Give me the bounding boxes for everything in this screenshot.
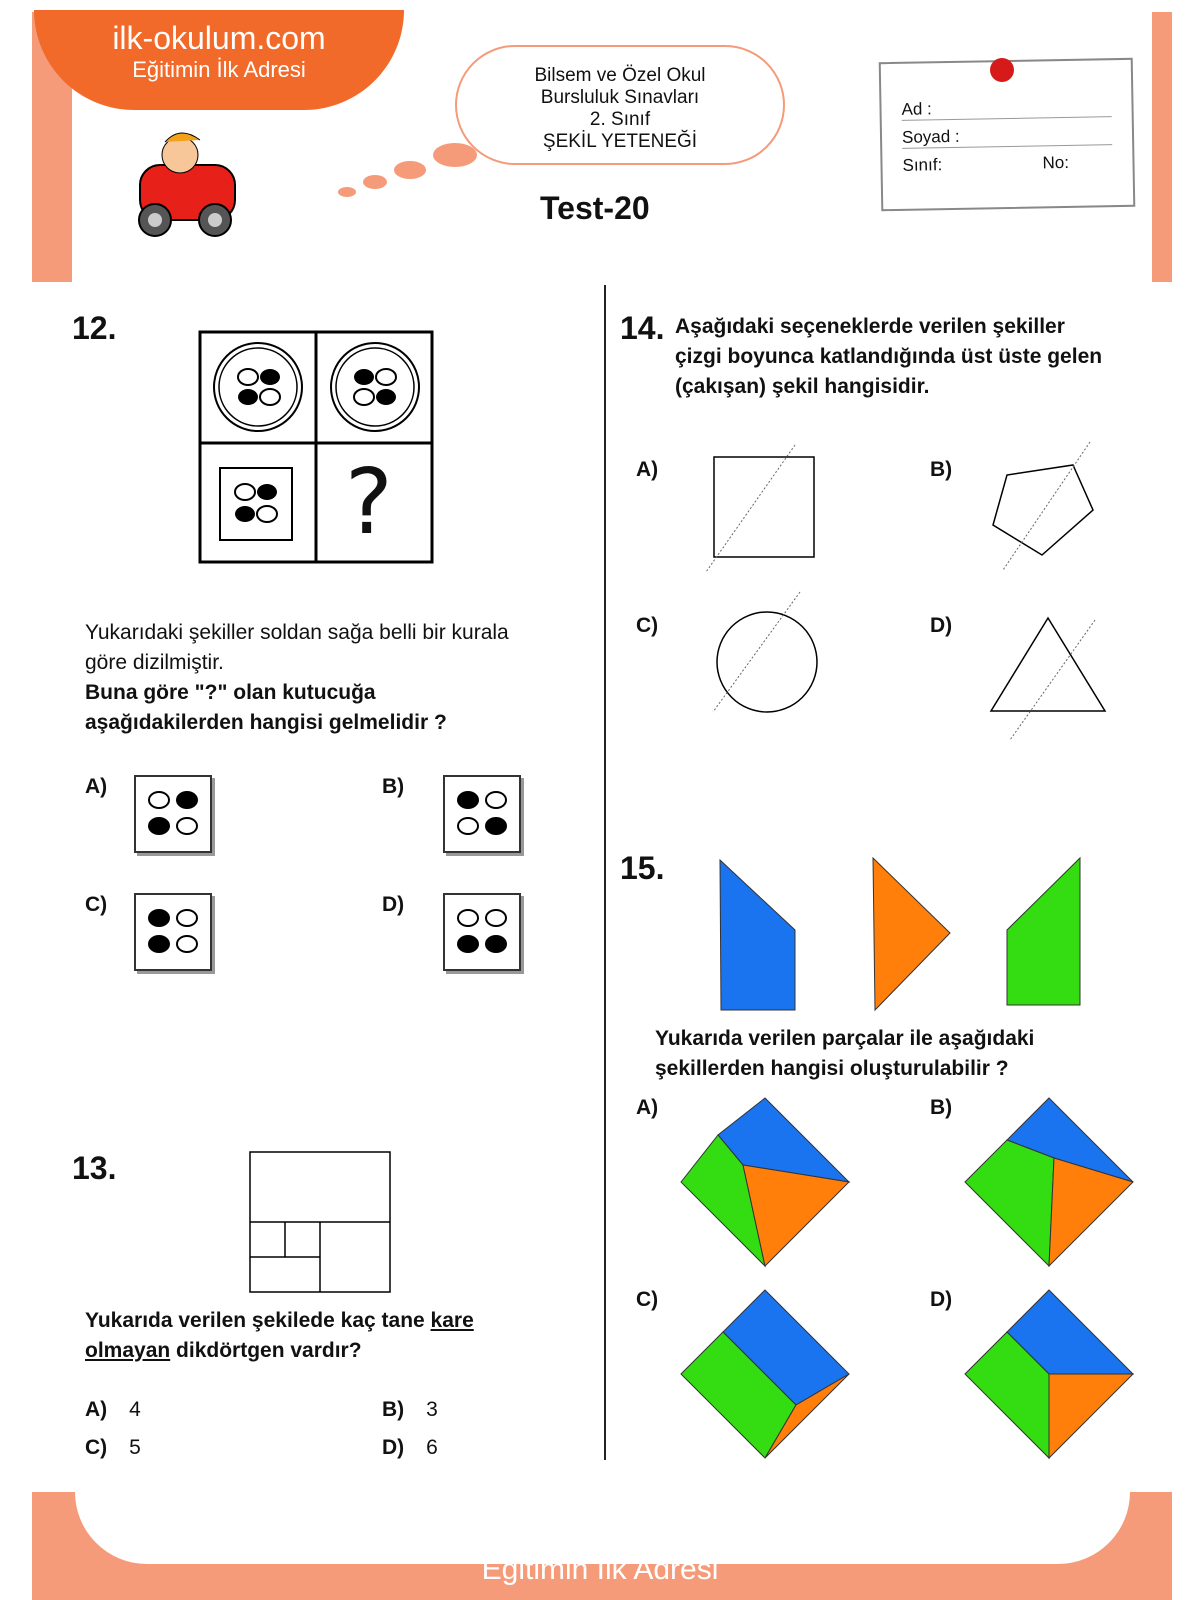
q14-text-line1: Aşağıdaki seçeneklerde verilen şekiller bbox=[675, 315, 1065, 338]
q13-text-u1: kare bbox=[430, 1309, 474, 1332]
q15-number: 15. bbox=[620, 850, 665, 886]
q14-text-line3: (çakışan) şekil hangisidir. bbox=[675, 375, 930, 398]
footer-brand[interactable] bbox=[0, 1508, 1200, 1587]
q15-option-d-figure[interactable] bbox=[962, 1287, 1137, 1462]
q13-text-u2: olmayan bbox=[85, 1339, 171, 1362]
q12-option-d[interactable] bbox=[443, 893, 521, 971]
surname-label: Soyad : bbox=[901, 126, 960, 147]
name-label: Ad : bbox=[901, 99, 932, 119]
q13-option-b[interactable] bbox=[382, 1398, 438, 1422]
q15-option-b-label[interactable]: B) bbox=[930, 1096, 953, 1119]
q15-text-line2: şekillerden hangisi oluşturulabilir ? bbox=[655, 1057, 1009, 1080]
q12-text-line2: göre dizilmiştir. bbox=[85, 651, 224, 674]
q12-option-d-label[interactable]: D) bbox=[382, 893, 405, 916]
q15-text-line1: Yukarıda verilen parçalar ile aşağıdaki bbox=[655, 1027, 1035, 1050]
q12-option-a-label[interactable]: A) bbox=[85, 775, 108, 798]
q13-text bbox=[85, 1306, 585, 1366]
car-mascot-icon bbox=[125, 120, 485, 250]
q12-option-b-label[interactable]: B) bbox=[382, 775, 405, 798]
column-divider bbox=[604, 285, 606, 1460]
q13-option-b-value: 3 bbox=[426, 1398, 438, 1421]
q15-option-c-figure[interactable] bbox=[678, 1287, 853, 1462]
q14-number: 14. bbox=[620, 310, 665, 346]
q15-option-c-label[interactable]: C) bbox=[636, 1288, 659, 1311]
q12-number: 12. bbox=[72, 310, 117, 346]
pushpin-icon bbox=[990, 58, 1014, 82]
q14-option-c-label[interactable]: C) bbox=[636, 614, 659, 637]
q12-pattern-grid bbox=[198, 330, 438, 566]
q12-bold-line2: aşağıdakilerden hangisi gelmelidir ? bbox=[85, 711, 447, 734]
cloud-line-4: ŞEKİL YETENEĞİ bbox=[542, 131, 698, 152]
q13-option-c[interactable] bbox=[85, 1436, 141, 1460]
footer-site-slogan: Eğitimin İlk Adresi bbox=[481, 1553, 719, 1586]
q15-option-a-label[interactable]: A) bbox=[636, 1096, 659, 1119]
q14-option-d-triangle[interactable] bbox=[985, 615, 1115, 745]
q13-option-c-value: 5 bbox=[129, 1436, 141, 1459]
cloud-line-1: Bilsem ve Özel Okul bbox=[534, 65, 706, 86]
class-label: Sınıf: bbox=[902, 155, 943, 175]
q13-rectangle-figure bbox=[248, 1150, 392, 1294]
q14-text bbox=[675, 312, 1185, 402]
q13-number: 13. bbox=[72, 1150, 117, 1186]
q12-text bbox=[85, 618, 585, 738]
cloud-line-2: Bursluluk Sınavları bbox=[540, 87, 700, 108]
q12-option-c[interactable] bbox=[134, 893, 212, 971]
q14-option-a-square[interactable] bbox=[700, 440, 830, 580]
title-cloud bbox=[455, 45, 785, 165]
footer-site-name: ilk-okulum.com bbox=[466, 1508, 734, 1552]
q12-text-line1: Yukarıdaki şekiller soldan sağa belli bir kurala bbox=[85, 621, 509, 644]
q12-question-mark: ? bbox=[345, 450, 393, 555]
q13-option-b-label: B) bbox=[382, 1398, 405, 1421]
q13-option-d-value: 6 bbox=[426, 1436, 438, 1459]
q14-option-b-pentagon[interactable] bbox=[985, 440, 1105, 575]
site-slogan: Eğitimin İlk Adresi bbox=[132, 57, 306, 82]
q15-option-d-label[interactable]: D) bbox=[930, 1288, 953, 1311]
q12-option-a[interactable] bbox=[134, 775, 212, 853]
q12-option-b[interactable] bbox=[443, 775, 521, 853]
q13-text-a: Yukarıda verilen şekilede kaç tane bbox=[85, 1309, 431, 1332]
q15-option-a-figure[interactable] bbox=[678, 1095, 853, 1270]
q15-option-b-figure[interactable] bbox=[962, 1095, 1137, 1270]
q14-text-line2: çizgi boyunca katlandığında üst üste gelen bbox=[675, 345, 1103, 368]
surname-field[interactable] bbox=[902, 124, 1112, 149]
q15-text bbox=[655, 1024, 1175, 1084]
q14-option-a-label[interactable]: A) bbox=[636, 458, 659, 481]
q13-option-a[interactable] bbox=[85, 1398, 141, 1422]
q13-option-a-value: 4 bbox=[129, 1398, 141, 1421]
q15-pieces bbox=[715, 855, 1095, 1015]
test-title: Test-20 bbox=[540, 190, 650, 226]
q12-bold-line1: Buna göre "?" olan kutucuğa bbox=[85, 681, 376, 704]
site-name: ilk-okulum.com bbox=[112, 20, 326, 56]
no-label: No: bbox=[1042, 152, 1070, 173]
name-field[interactable] bbox=[901, 96, 1111, 121]
q13-option-c-label: C) bbox=[85, 1436, 108, 1459]
q13-text-b: dikdörtgen vardır? bbox=[170, 1339, 362, 1362]
q14-option-d-label[interactable]: D) bbox=[930, 614, 953, 637]
q13-option-d-label: D) bbox=[382, 1436, 405, 1459]
site-brand[interactable] bbox=[34, 10, 404, 110]
q13-option-a-label: A) bbox=[85, 1398, 108, 1421]
cloud-line-3: 2. Sınıf bbox=[589, 109, 651, 130]
class-row bbox=[902, 152, 1112, 176]
q14-option-b-label[interactable]: B) bbox=[930, 458, 953, 481]
q14-option-c-circle[interactable] bbox=[705, 590, 835, 720]
q13-option-d[interactable] bbox=[382, 1436, 438, 1460]
q12-option-c-label[interactable]: C) bbox=[85, 893, 108, 916]
